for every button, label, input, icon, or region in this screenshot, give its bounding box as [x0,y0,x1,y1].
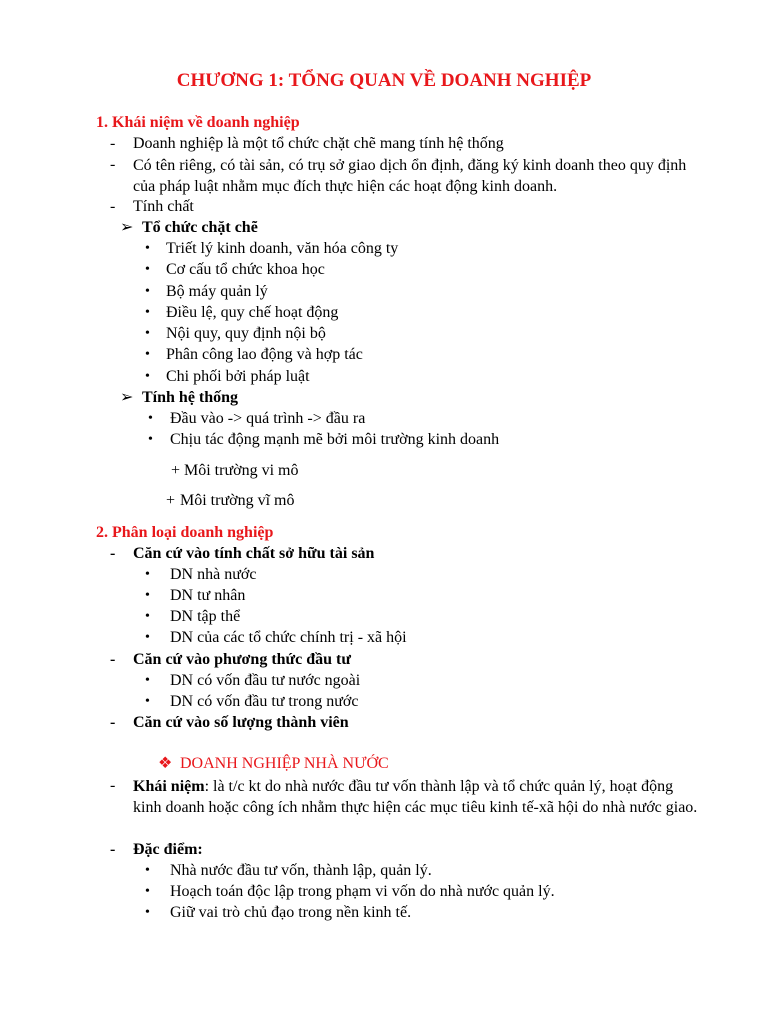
list-item: Nhà nước đầu tư vốn, thành lập, quản lý. [170,862,432,879]
bullet-icon: • [145,630,150,645]
bullet-icon: • [145,369,150,384]
micro-environment: Môi trường vi mô [184,462,299,479]
bullet-icon: • [145,305,150,320]
list-item: Chịu tác động mạnh mẽ bởi môi trường kinh doanh [170,431,500,448]
bullet-icon: • [145,262,150,277]
plus-marker: + [171,462,181,479]
definition-line-1: Doanh nghiệp là một tổ chức chặt chẽ mang tính hệ thống [133,135,504,152]
arrow-icon: ➢ [120,389,134,406]
subheading-system: Tính hệ thống [142,389,239,406]
dash-marker: - [110,651,116,668]
list-item: Hoạch toán độc lập trong phạm vi vốn do nhà nước quản lý. [170,883,555,900]
bullet-icon: • [145,694,150,709]
criterion-investment: Căn cứ vào phương thức đầu tư [133,651,351,668]
plus-marker: + [166,492,176,509]
bullet-icon: • [145,284,150,299]
dash-marker: - [110,545,116,562]
bullet-icon: • [145,347,150,362]
dash-marker: - [110,777,116,794]
concept-label: Khái niệm [133,778,205,795]
list-item: Nội quy, quy định nội bộ [166,325,326,342]
list-item: Điều lệ, quy chế hoạt động [166,304,339,321]
bullet-icon: • [145,863,150,878]
state-enterprise-heading: DOANH NGHIỆP NHÀ NƯỚC [180,755,389,772]
macro-environment: Môi trường vĩ mô [180,492,295,509]
page-title: CHƯƠNG 1: TỔNG QUAN VỀ DOANH NGHIỆP [176,70,592,91]
bullet-icon: • [145,673,150,688]
list-item: DN có vốn đầu tư nước ngoài [170,672,361,689]
bullet-icon: • [145,884,150,899]
dash-marker: - [110,156,116,173]
properties-label: Tính chất [133,198,194,215]
section-1-heading: 1. Khái niệm về doanh nghiệp [96,114,300,131]
criterion-ownership: Căn cứ vào tính chất sở hữu tài sản [133,545,375,562]
dash-marker: - [110,714,116,731]
section-2-heading: 2. Phân loại doanh nghiệp [96,524,274,541]
dash-marker: - [110,841,116,858]
list-item: DN tập thể [170,608,241,625]
list-item: DN tư nhân [170,587,246,604]
list-item: DN của các tổ chức chính trị - xã hội [170,629,407,646]
list-item: Giữ vai trò chủ đạo trong nền kinh tế. [170,904,412,921]
definition-line-2: Có tên riêng, có tài sản, có trụ sở giao dịch ổn định, đăng ký kinh doanh theo quy định của pháp luật nhằm mục đích thực hiện các hoạt động kinh doanh. [133,157,687,195]
bullet-icon: • [145,326,150,341]
list-item: DN có vốn đầu tư trong nước [170,693,359,710]
list-item: Cơ cấu tổ chức khoa học [166,261,325,278]
arrow-icon: ➢ [120,219,134,236]
list-item: Chi phối bởi pháp luật [166,368,310,385]
dash-marker: - [110,198,116,215]
subheading-organization: Tổ chức chặt chẽ [142,219,258,236]
concept-text: : là t/c kt do nhà nước đầu tư vốn thành lập và tổ chức quản lý, hoạt động kinh doanh hoặc công ích nhằm thực hiện các mục tiêu kinh tế-xã hội do nhà nước giao. [133,778,698,816]
characteristics-label: Đặc điểm: [133,841,203,858]
list-item: Bộ máy quản lý [166,283,268,300]
diamond-icon: ❖ [158,755,173,772]
bullet-icon: • [145,609,150,624]
bullet-icon: • [145,241,150,256]
bullet-icon: • [145,588,150,603]
bullet-icon: • [148,411,153,426]
criterion-members: Căn cứ vào số lượng thành viên [133,714,349,731]
dash-marker: - [110,135,116,152]
list-item: Đầu vào -> quá trình -> đầu ra [170,410,366,427]
list-item: Phân công lao động và hợp tác [166,346,363,363]
bullet-icon: • [145,567,150,582]
list-item: DN nhà nước [170,566,257,583]
bullet-icon: • [148,432,153,447]
list-item: Triết lý kinh doanh, văn hóa công ty [166,240,399,257]
bullet-icon: • [145,905,150,920]
concept-paragraph [133,776,698,818]
